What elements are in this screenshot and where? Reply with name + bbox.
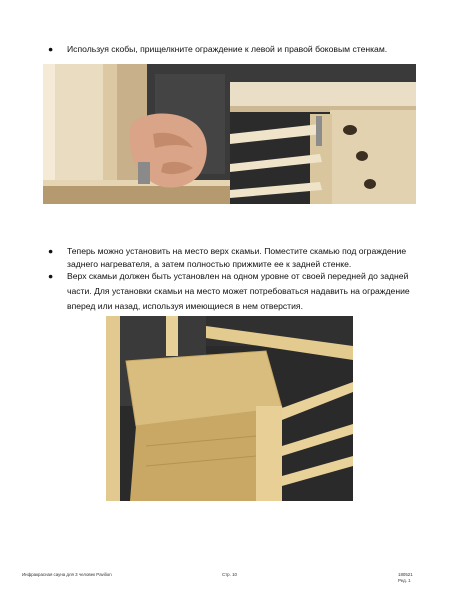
- footer-doc-code: 180521: [398, 572, 413, 577]
- photo-bracket-holes: [230, 64, 416, 204]
- bullet-text-line: Верх скамьи должен быть установлен на одном уровне от своей передней до задней: [67, 271, 409, 281]
- footer-page-number: Стр. 10: [222, 572, 237, 577]
- bullet-text-line: части. Для установки скамьи на место может потребоваться надавить на ограждение: [67, 286, 410, 296]
- photo-hands-illustration: [43, 64, 230, 204]
- photo-bench-illustration: [106, 316, 353, 501]
- bullet-text-line: Теперь можно установить на место верх скамьи. Поместите скамью под ограждение: [67, 246, 407, 256]
- bullet-marker: ●: [48, 271, 54, 281]
- bullet-marker: ●: [48, 246, 54, 256]
- footer-revision: Ред. 1: [398, 578, 411, 583]
- photo-bench-installed: [106, 316, 353, 501]
- bullet-text-line: Используя скобы, прищелкните ограждение к левой и правой боковым стенкам.: [67, 44, 388, 54]
- photo-hands-attaching-barrier: [43, 64, 230, 204]
- bullet-text-line: вперед или назад, используя имеющиеся в нем отверстия.: [67, 301, 303, 311]
- bullet-marker: ●: [48, 44, 54, 54]
- bullet-text-line: заднего нагревателя, а затем полностью прижмите ее к задней стенке.: [67, 258, 352, 269]
- photo-bracket-illustration: [230, 64, 416, 204]
- footer-document-title: Инфракрасная сауна для 3 человек Pavilion: [22, 572, 112, 577]
